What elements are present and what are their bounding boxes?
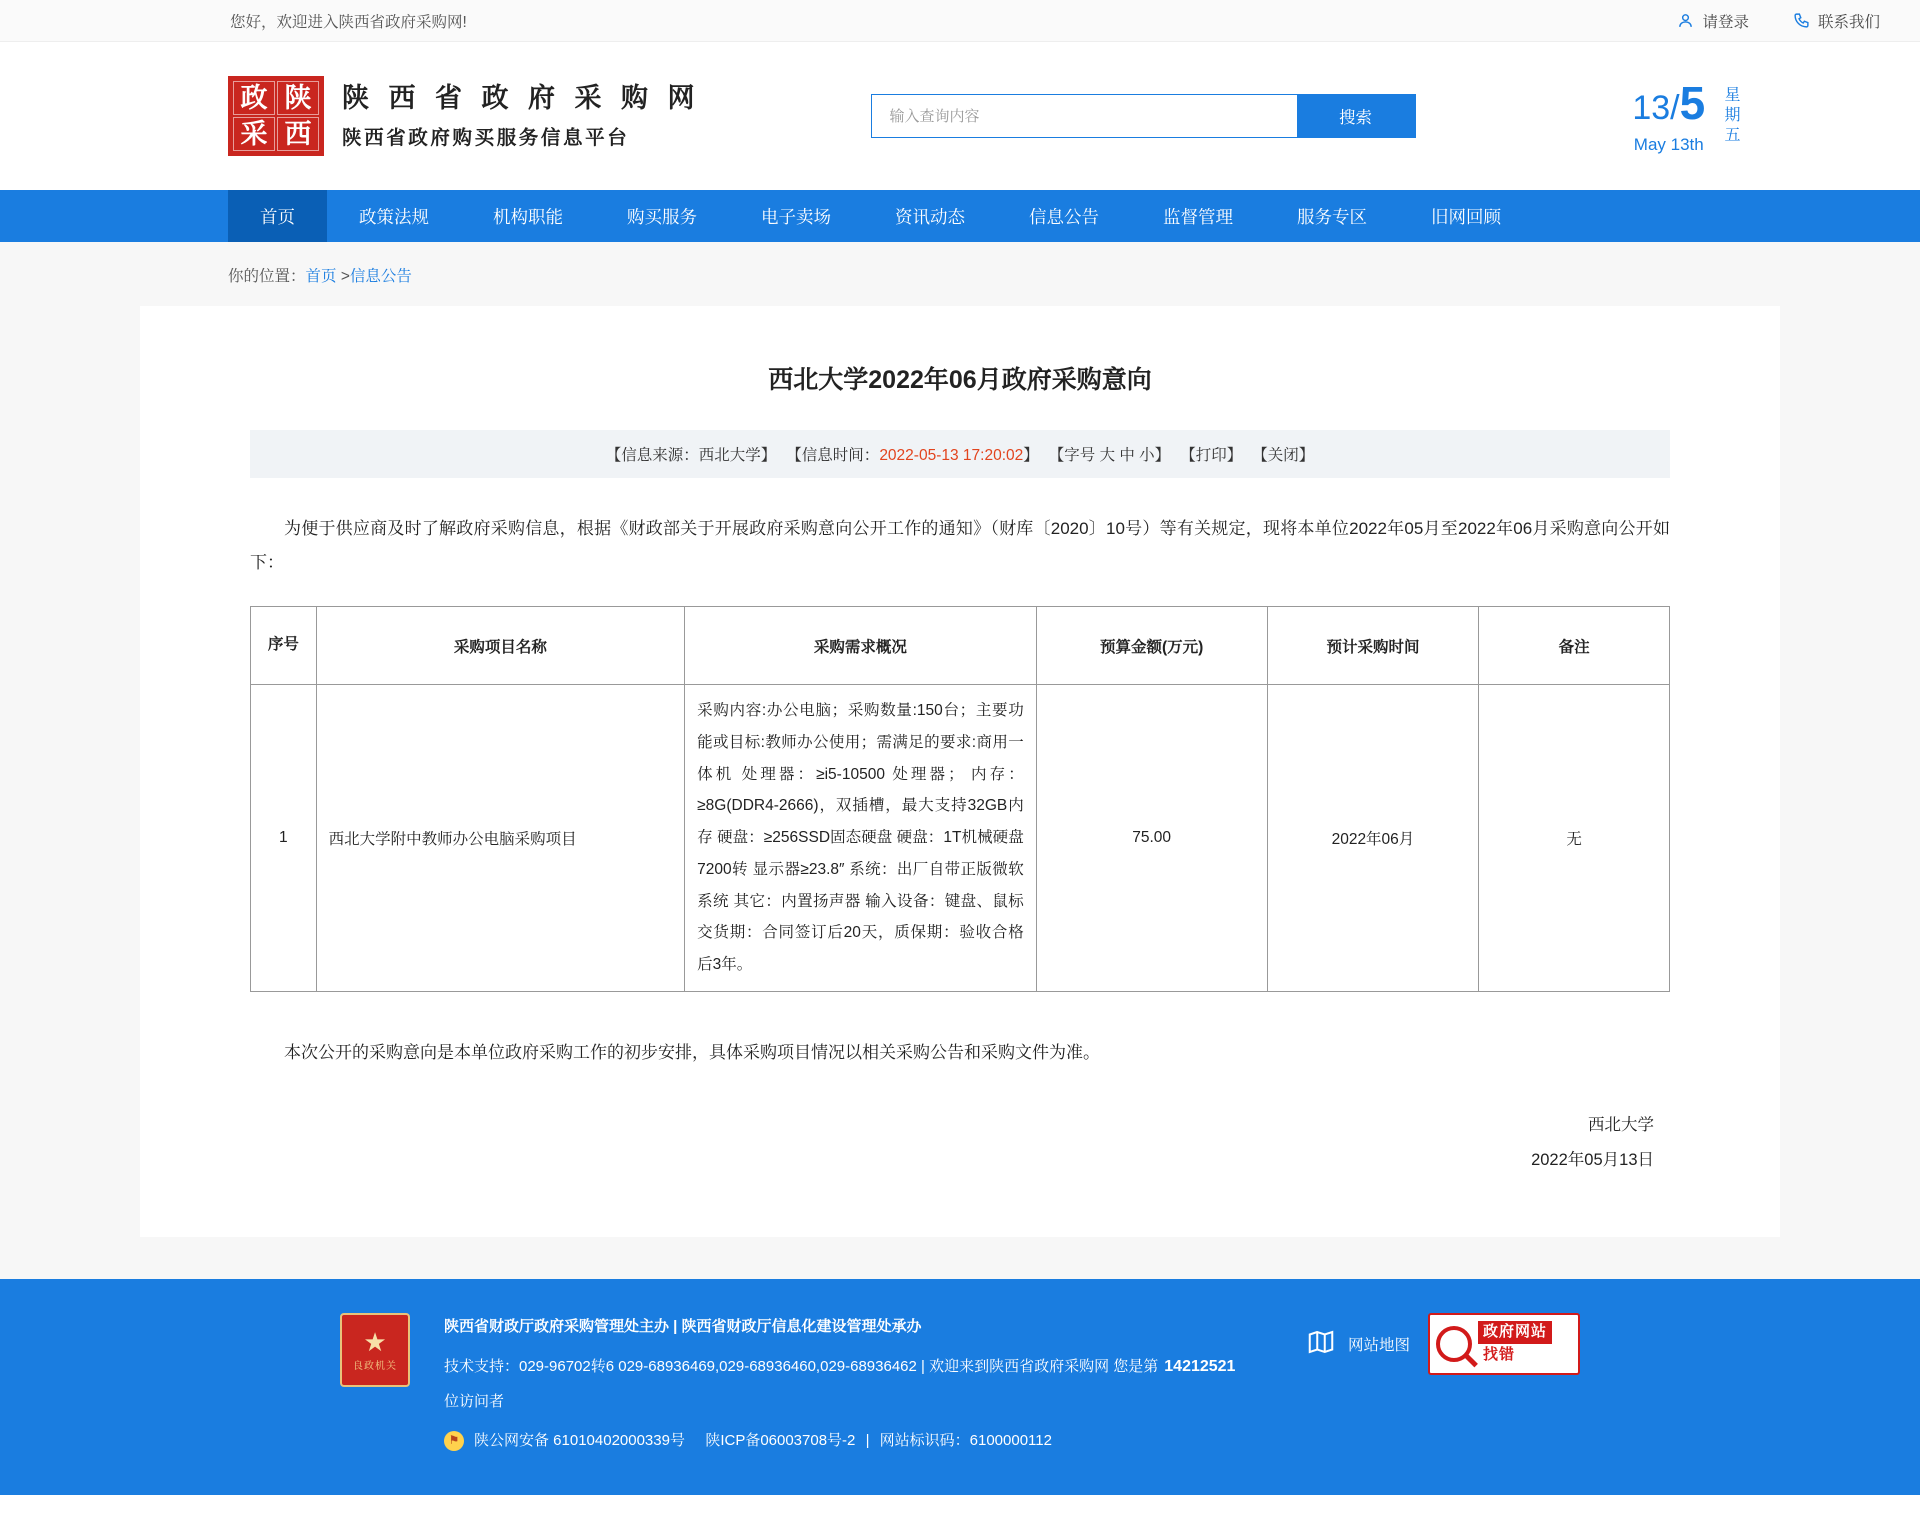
welcome-text: 您好，欢迎进入陕西省政府采购网! xyxy=(230,13,467,31)
footer-icp[interactable]: 陕ICP备06003708号-2 xyxy=(705,1431,856,1449)
footer-line-support xyxy=(444,1352,1270,1417)
date-main xyxy=(1632,76,1706,154)
th-expected-time: 预计采购时间 xyxy=(1267,607,1479,685)
phone-icon xyxy=(1793,12,1810,29)
signature-date: 2022年05月13日 xyxy=(1531,1150,1654,1169)
visitor-count: 14212521 xyxy=(1164,1357,1236,1375)
table-row xyxy=(251,685,1670,992)
login-label: 请登录 xyxy=(1702,13,1749,31)
nav-item-announcements[interactable]: 信息公告 xyxy=(1029,206,1099,227)
cell-project-name: 西北大学附中教师办公电脑采购项目 xyxy=(316,685,685,992)
footer-line-org: 陕西省财政厅政府采购管理处主办 | 陕西省财政厅信息化建设管理处承办 xyxy=(444,1318,922,1336)
site-header xyxy=(0,42,1920,190)
meta-time-tail: 】 xyxy=(1023,447,1039,464)
main-nav xyxy=(0,190,1920,242)
breadcrumb-label: 你的位置： xyxy=(228,268,306,285)
shield-icon: ⚑ xyxy=(444,1431,464,1451)
signature xyxy=(250,1108,1670,1177)
nav-item-service-zone[interactable]: 服务专区 xyxy=(1297,206,1367,227)
footer-site-code: 网站标识码：6100000112 xyxy=(879,1431,1052,1449)
nav-item-purchase-service[interactable]: 购买服务 xyxy=(627,206,697,227)
article-closing: 本次公开的采购意向是本单位政府采购工作的初步安排，具体采购项目情况以相关采购公告和采购文件为准。 xyxy=(284,1042,1100,1062)
th-budget: 预算金额(万元) xyxy=(1036,607,1267,685)
procurement-table xyxy=(250,606,1670,992)
th-index-label: 序号 xyxy=(267,636,299,654)
footer-police-record[interactable]: 陕公网安备 61010402000339号 xyxy=(474,1431,685,1449)
cell-requirement: 采购内容:办公电脑；采购数量:150台；主要功能或目标:教师办公使用；需满足的要求:商用一体机 处理器：≥i5-10500 处理器； 内存：≥8G(DDR4-2666)，双插槽，最大支持32GB内存 硬盘：≥256SSD固态硬盘 硬盘：1T机械硬盘7200转 显示器≥23.8″ 系统：出厂自带正版微软系统 其它：内置扬声器 输入设备：键盘、鼠标 交货期：合同签订后20天，质保期：验收合格后3年。 xyxy=(685,685,1037,992)
map-icon xyxy=(1304,1327,1338,1362)
search-bar xyxy=(871,94,1416,138)
brand-line-2: 陕西省政府购买服务信息平台 xyxy=(342,127,630,150)
search-input[interactable] xyxy=(872,95,1297,137)
contact-label: 联系我们 xyxy=(1817,13,1880,31)
footer-support-prefix: 技术支持：029-96702转6 029-68936469,029-68936460,029-68936462 | 欢迎来到陕西省政府采购网 您是第 xyxy=(444,1357,1159,1375)
site-logo-icon xyxy=(228,76,324,156)
brand[interactable] xyxy=(228,76,701,156)
search-button[interactable]: 搜索 xyxy=(1297,95,1415,137)
contact-link[interactable] xyxy=(1793,10,1880,32)
article-meta xyxy=(250,430,1670,478)
nav-item-policies[interactable]: 政策法规 xyxy=(359,206,429,227)
article-intro: 为便于供应商及时了解政府采购信息，根据《财政部关于开展政府采购意向公开工作的通知》（财库〔2020〕10号）等有关规定，现将本单位2022年05月至2022年06月采购意向公开如下： xyxy=(250,519,1670,572)
breadcrumb xyxy=(0,242,1920,306)
brand-line-1: 陕 西 省 政 府 采 购 网 xyxy=(342,83,701,114)
date-month: 5 xyxy=(1679,76,1706,129)
th-index xyxy=(251,607,317,685)
footer-text-block xyxy=(444,1313,1270,1465)
date-sub: May 13th xyxy=(1633,134,1704,154)
table-header-row xyxy=(251,607,1670,685)
cell-budget: 75.00 xyxy=(1036,685,1267,992)
logo-char-2: 采 xyxy=(233,117,275,151)
sitemap-label: 网站地图 xyxy=(1347,1337,1410,1355)
nav-item-supervision[interactable]: 监督管理 xyxy=(1163,206,1233,227)
sitemap-link[interactable] xyxy=(1304,1327,1410,1362)
magnifier-icon xyxy=(1436,1326,1472,1362)
meta-source: 【信息来源：西北大学】 xyxy=(605,447,777,464)
meta-fontsize[interactable]: 【字号 大 中 小】 xyxy=(1048,447,1171,464)
footer-right xyxy=(1304,1313,1780,1375)
login-link[interactable] xyxy=(1677,10,1749,32)
date-weekday: 星期五 xyxy=(1722,86,1739,146)
footer-line-records xyxy=(444,1427,1270,1456)
meta-time-value: 2022-05-13 17:20:02 xyxy=(879,447,1024,464)
footer-sep-2: | xyxy=(861,1431,874,1449)
date-widget xyxy=(1632,76,1880,154)
nav-item-home[interactable]: 首页 xyxy=(228,190,327,242)
top-links xyxy=(1677,10,1880,32)
logo-char-0: 政 xyxy=(233,81,275,115)
date-slash: / xyxy=(1670,88,1680,127)
th-note: 备注 xyxy=(1479,607,1670,685)
article-card xyxy=(140,306,1780,1237)
nav-item-functions[interactable]: 机构职能 xyxy=(493,206,563,227)
user-icon xyxy=(1677,12,1694,29)
gov-badge-line-2: 找错 xyxy=(1483,1346,1516,1364)
brand-text xyxy=(342,79,701,152)
nav-item-old-site[interactable]: 旧网回顾 xyxy=(1431,206,1501,227)
police-badge-text: 良政机关 xyxy=(353,1361,397,1373)
gov-badge-line-1: 政府网站 xyxy=(1478,1321,1552,1344)
page-title: 西北大学2022年06月政府采购意向 xyxy=(768,366,1152,394)
logo-char-3: 西 xyxy=(277,117,319,151)
footer-support-suffix: 位访问者 xyxy=(444,1393,505,1411)
date-numbers xyxy=(1632,76,1706,129)
cell-expected-time: 2022年06月 xyxy=(1267,685,1479,992)
meta-close[interactable]: 【关闭】 xyxy=(1252,447,1315,464)
cell-note: 无 xyxy=(1479,685,1670,992)
gov-site-error-badge[interactable] xyxy=(1428,1313,1580,1375)
logo-char-1: 陕 xyxy=(277,81,319,115)
site-footer xyxy=(0,1279,1920,1495)
police-badge-icon: ★ 良政机关 xyxy=(340,1313,410,1387)
cell-index: 1 xyxy=(251,685,317,992)
th-project-name: 采购项目名称 xyxy=(316,607,685,685)
breadcrumb-current[interactable]: 信息公告 xyxy=(349,268,412,285)
footer-sep-1 xyxy=(691,1427,699,1456)
nav-item-news[interactable]: 资讯动态 xyxy=(895,206,965,227)
breadcrumb-sep: > xyxy=(340,268,350,285)
footer-inner xyxy=(140,1313,1780,1465)
nav-item-emarket[interactable]: 电子卖场 xyxy=(761,206,831,227)
signature-org: 西北大学 xyxy=(1588,1115,1654,1134)
meta-time-label: 【信息时间： xyxy=(786,447,880,464)
top-bar xyxy=(0,0,1920,42)
breadcrumb-home[interactable]: 首页 xyxy=(305,268,337,285)
th-requirement: 采购需求概况 xyxy=(685,607,1037,685)
meta-print[interactable]: 【打印】 xyxy=(1180,447,1243,464)
content-area xyxy=(0,306,1920,1279)
date-day: 13 xyxy=(1632,88,1671,127)
